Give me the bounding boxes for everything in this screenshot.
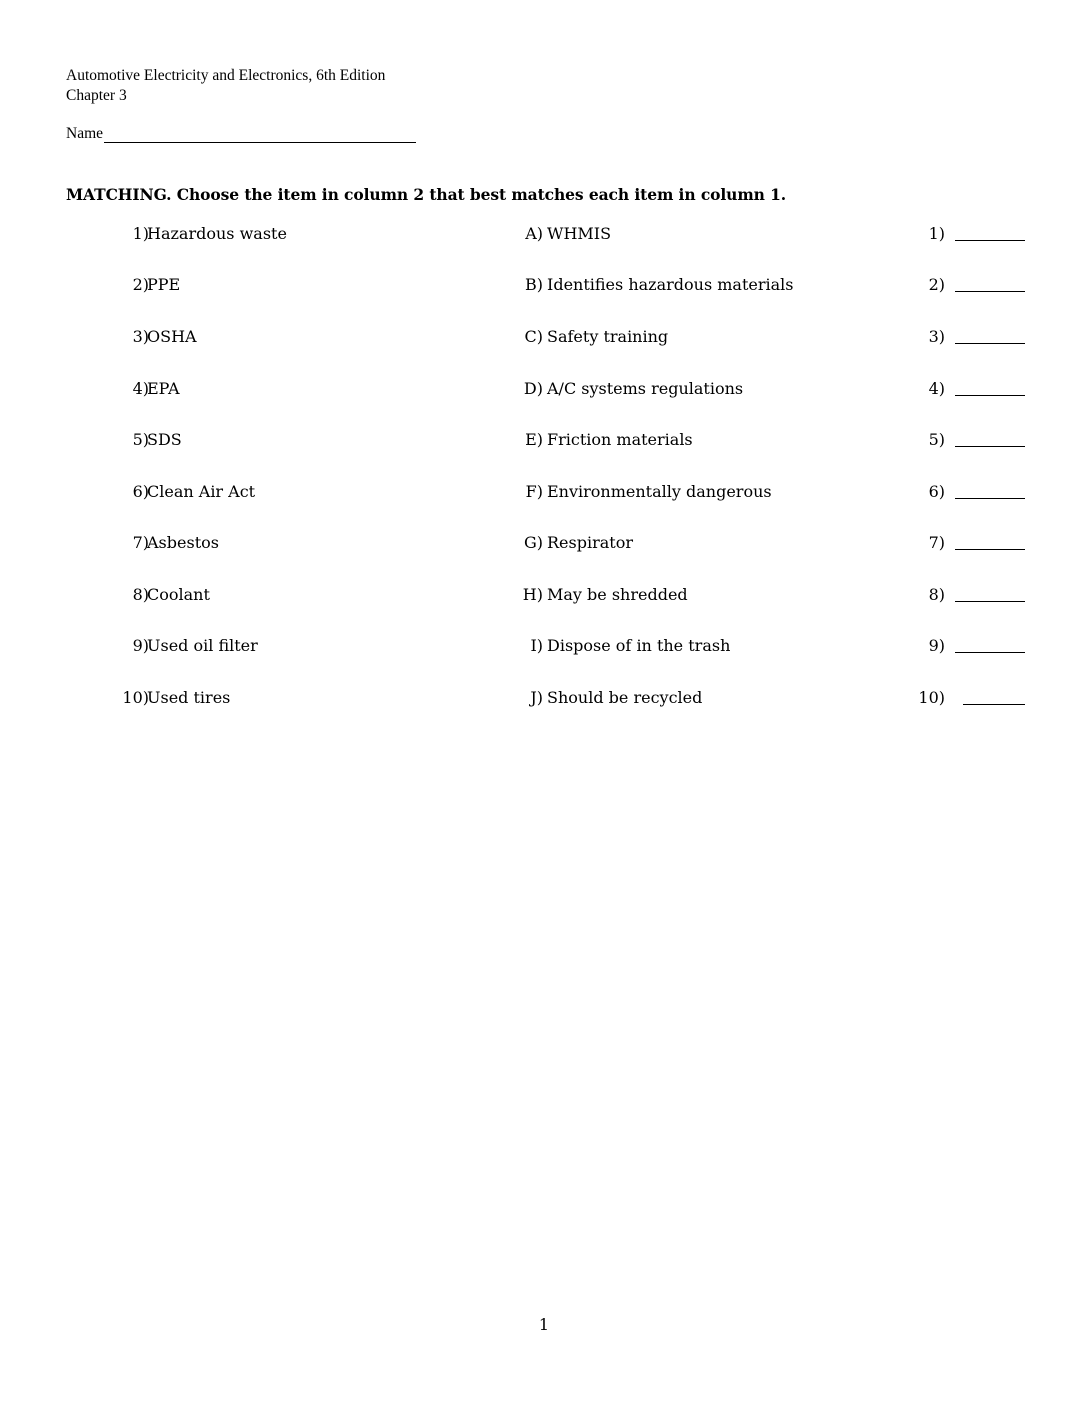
answer-blank[interactable] bbox=[955, 343, 1025, 344]
item-number: 4) bbox=[132, 379, 149, 398]
choice-text: Identifies hazardous materials bbox=[547, 275, 794, 294]
answer-blank[interactable] bbox=[955, 446, 1025, 447]
item-number: 8) bbox=[132, 585, 149, 604]
item-term: Used oil filter bbox=[147, 636, 258, 655]
item-term: Asbestos bbox=[147, 533, 219, 552]
item-number: 5) bbox=[132, 430, 149, 449]
item-term: SDS bbox=[147, 430, 182, 449]
page-number: 1 bbox=[538, 1315, 550, 1334]
item-term: Coolant bbox=[147, 585, 210, 604]
matching-row bbox=[0, 686, 1088, 710]
choice-letter: D) bbox=[523, 379, 543, 398]
matching-row bbox=[0, 428, 1088, 452]
choice-text: WHMIS bbox=[547, 224, 612, 243]
item-number: 3) bbox=[132, 327, 149, 346]
choice-letter: I) bbox=[530, 636, 543, 655]
item-number: 6) bbox=[132, 482, 149, 501]
matching-row bbox=[0, 273, 1088, 297]
choice-letter: G) bbox=[523, 533, 543, 552]
answer-blank[interactable] bbox=[955, 601, 1025, 602]
answer-number: 6) bbox=[928, 482, 945, 501]
choice-text: Should be recycled bbox=[547, 688, 703, 707]
choice-text: Friction materials bbox=[547, 430, 693, 449]
instructions-heading: MATCHING. Choose the item in column 2 that best matches each item in column 1. bbox=[66, 185, 787, 204]
answer-blank[interactable] bbox=[955, 498, 1025, 499]
answer-blank[interactable] bbox=[955, 652, 1025, 653]
choice-letter: E) bbox=[525, 430, 543, 449]
answer-blank[interactable] bbox=[955, 549, 1025, 550]
matching-row bbox=[0, 222, 1088, 246]
matching-row bbox=[0, 583, 1088, 607]
answer-number: 7) bbox=[928, 533, 945, 552]
matching-row bbox=[0, 377, 1088, 401]
answer-number: 4) bbox=[928, 379, 945, 398]
answer-number: 8) bbox=[928, 585, 945, 604]
answer-blank[interactable] bbox=[955, 291, 1025, 292]
choice-letter: J) bbox=[530, 688, 543, 707]
answer-blank[interactable] bbox=[963, 704, 1025, 705]
item-term: Hazardous waste bbox=[147, 224, 287, 243]
matching-row bbox=[0, 531, 1088, 555]
choice-text: Dispose of in the trash bbox=[547, 636, 731, 655]
answer-number: 1) bbox=[928, 224, 945, 243]
choice-letter: A) bbox=[525, 224, 543, 243]
choice-text: Respirator bbox=[547, 533, 633, 552]
chapter-label: Chapter 3 bbox=[66, 87, 127, 104]
answer-number: 5) bbox=[928, 430, 945, 449]
book-title: Automotive Electricity and Electronics, 6th Edition bbox=[66, 67, 386, 84]
name-row bbox=[66, 125, 416, 143]
item-number: 10) bbox=[122, 688, 149, 707]
item-number: 1) bbox=[132, 224, 149, 243]
choice-text: A/C systems regulations bbox=[547, 379, 744, 398]
name-label: Name bbox=[66, 125, 104, 142]
choice-text: Environmentally dangerous bbox=[547, 482, 772, 501]
answer-blank[interactable] bbox=[955, 395, 1025, 396]
choice-text: Safety training bbox=[547, 327, 669, 346]
name-blank-field[interactable] bbox=[104, 126, 416, 143]
choice-letter: B) bbox=[525, 275, 543, 294]
item-term: PPE bbox=[147, 275, 181, 294]
matching-row bbox=[0, 325, 1088, 349]
answer-number: 10) bbox=[918, 688, 945, 707]
item-term: EPA bbox=[147, 379, 180, 398]
item-number: 9) bbox=[132, 636, 149, 655]
item-number: 2) bbox=[132, 275, 149, 294]
matching-row bbox=[0, 634, 1088, 658]
item-term: Used tires bbox=[147, 688, 231, 707]
answer-blank[interactable] bbox=[955, 240, 1025, 241]
answer-number: 2) bbox=[928, 275, 945, 294]
choice-letter: F) bbox=[525, 482, 543, 501]
item-number: 7) bbox=[132, 533, 149, 552]
item-term: Clean Air Act bbox=[147, 482, 256, 501]
choice-letter: H) bbox=[522, 585, 543, 604]
matching-row bbox=[0, 480, 1088, 504]
answer-number: 3) bbox=[928, 327, 945, 346]
answer-number: 9) bbox=[928, 636, 945, 655]
item-term: OSHA bbox=[147, 327, 197, 346]
choice-text: May be shredded bbox=[547, 585, 688, 604]
choice-letter: C) bbox=[524, 327, 543, 346]
